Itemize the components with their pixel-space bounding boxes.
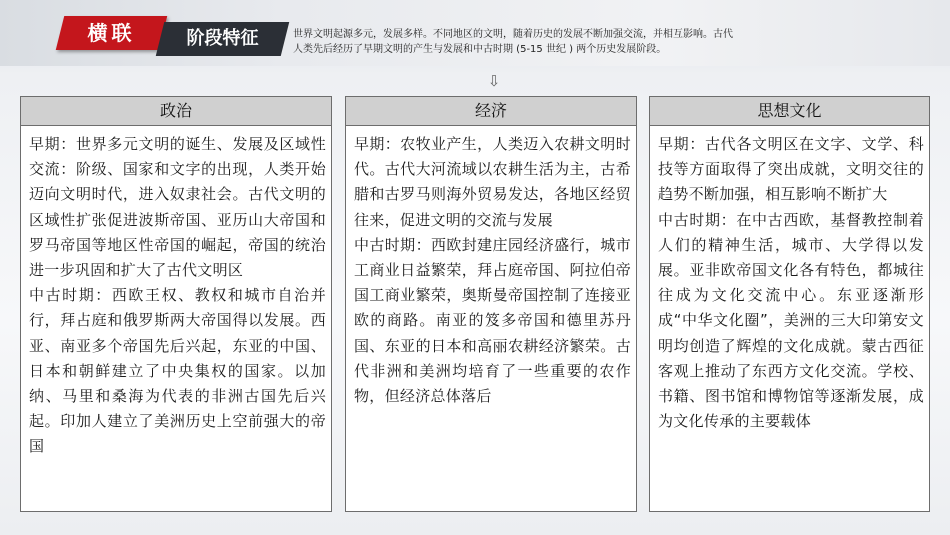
politics-early: 早期：世界多元文明的诞生、发展及区域性交流：阶级、国家和文字的出现，人类开始迈向文明时代，进入奴隶社会。古代文明的区域性扩张促进波斯帝国、亚历山大帝国和罗马帝国等地区性帝国的崛起，帝国的统治进一步巩固和扩大了古代文明区 [29,135,326,280]
column-politics-body [21,126,331,460]
column-culture-body [650,126,929,434]
tag-label: 横联 [87,21,136,45]
intro-line-2: 人类先后经历了早期文明的产生与发展和中古时期 (5-15 世纪 ) 两个历史发展阶段。 [293,44,667,55]
column-economy [345,96,637,512]
column-culture-title: 思想文化 [650,97,929,126]
economy-medieval: 中古时期：西欧封建庄园经济盛行，城市工商业日益繁荣，拜占庭帝国、阿拉伯帝国工商业繁荣，奥斯曼帝国控制了连接亚欧的商路。南亚的笈多帝国和德里苏丹国、东亚的日本和高丽农耕经济繁荣。古代非洲和美洲均培育了一些重要的农作物，但经济总体落后 [354,235,631,406]
culture-medieval: 中古时期：在中古西欧，基督教控制着人们的精神生活，城市、大学得以发展。亚非欧帝国文化各有特色，都城往往成为文化交流中心。东亚逐渐形成“中华文化圈”，美洲的三大印第安文明均创造了辉煌的文化成就。蒙古西征客观上推动了东西方文化交流。学校、书籍、图书馆和博物馆等逐渐发展，成为文化传承的主要载体 [658,210,924,431]
column-economy-title: 经济 [346,97,636,126]
column-politics-title: 政治 [21,97,331,126]
down-arrow-icon: ⇩ [487,72,501,90]
section-title: 阶段特征 [186,28,259,49]
politics-medieval: 中古时期：西欧王权、教权和城市自治并行，拜占庭和俄罗斯两大帝国得以发展。西亚、南亚多个帝国先后兴起，东亚的中国、日本和朝鲜建立了中央集权的国家。以加纳、马里和桑海为代表的非洲古国先后兴起。印加人建立了美洲历史上空前强大的帝国 [29,286,326,456]
intro-text [293,27,833,57]
economy-early: 早期：农牧业产生，人类迈入农耕文明时代。古代大河流域以农耕生活为主，古希腊和古罗马则海外贸易发达，各地区经贸往来，促进文明的交流与发展 [354,135,631,229]
column-economy-body [346,126,636,409]
intro-line-1: 世界文明起源多元，发展多样。不同地区的文明，随着历史的发展不断加强交流，并相互影响。古代 [293,29,733,40]
column-politics [20,96,332,512]
column-culture [649,96,930,512]
culture-early: 早期：古代各文明区在文字、文学、科技等方面取得了突出成就，文明交往的趋势不断加强，相互影响不断扩大 [658,135,924,204]
